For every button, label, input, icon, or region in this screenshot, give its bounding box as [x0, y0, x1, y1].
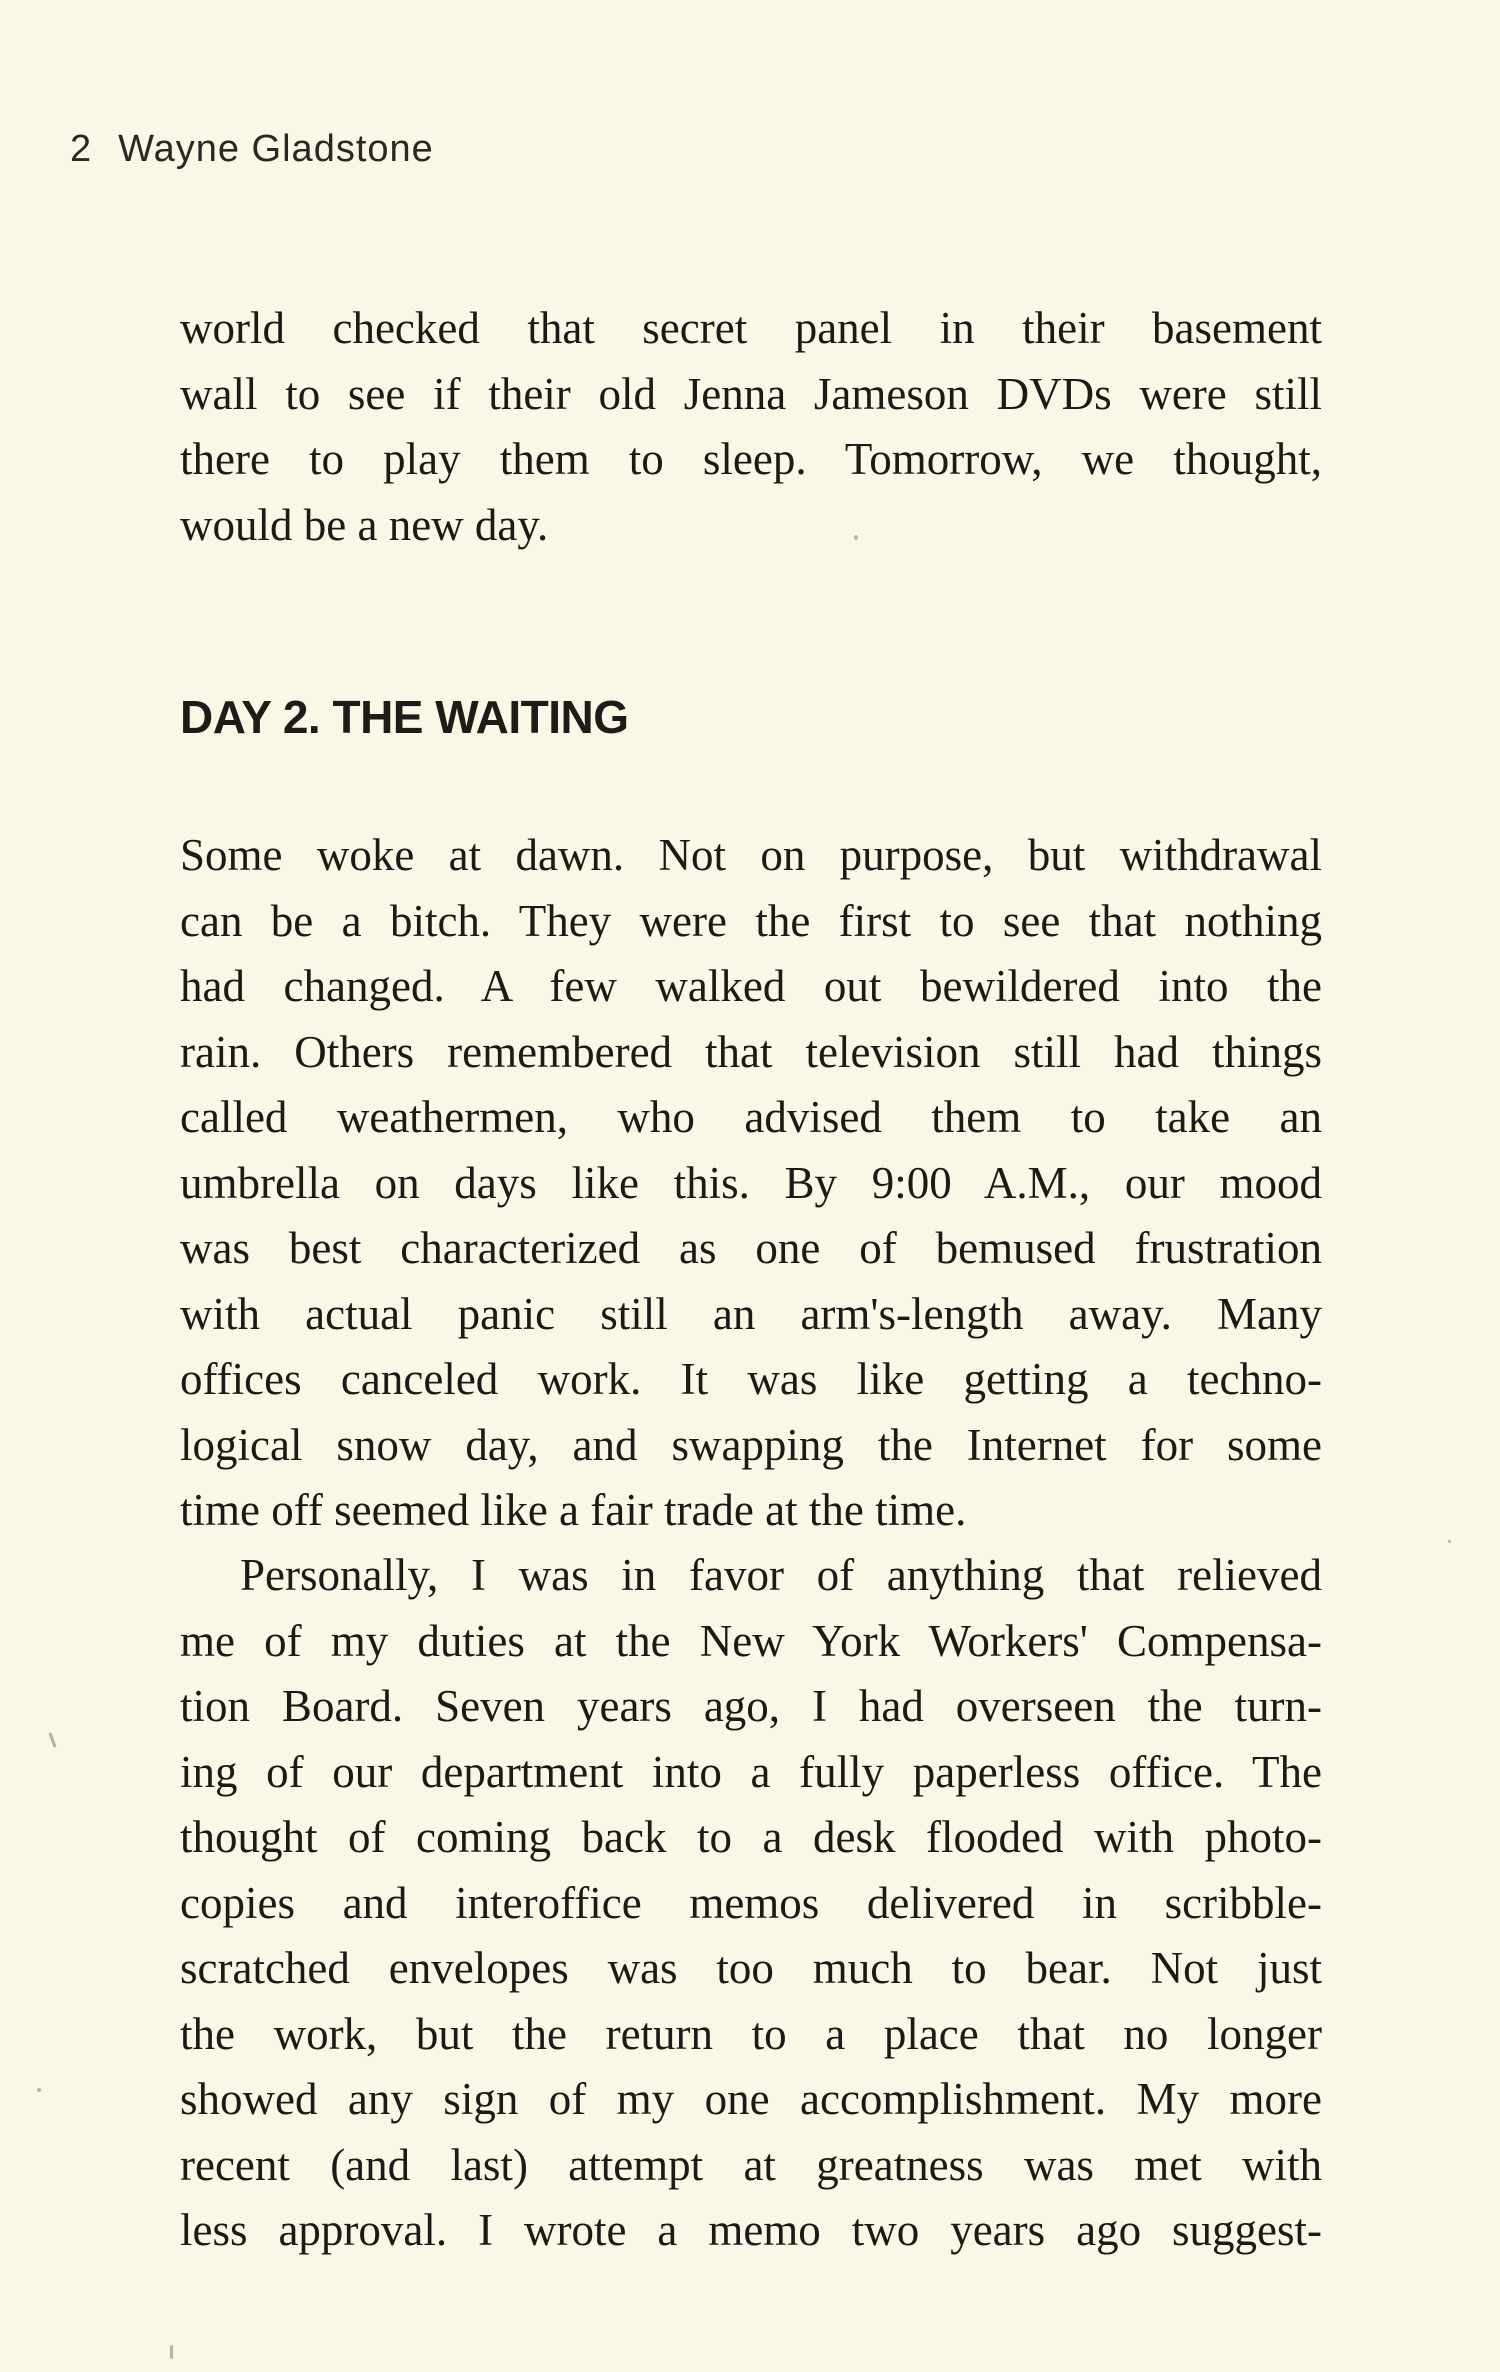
paragraph-line: umbrella on days like this. By 9:00 A.M., our mood [180, 1157, 1322, 1208]
opening-paragraph [180, 296, 1322, 558]
paragraph-line: rain. Others remembered that television still had things [180, 1026, 1322, 1077]
section-paragraph-2 [180, 1543, 1322, 2264]
paragraph-line: would be a new day. [180, 499, 549, 550]
paragraph-line: offices canceled work. It was like getting a techno- [180, 1354, 1322, 1404]
paragraph-line: tion Board. Seven years ago, I had overseen the turn- [180, 1681, 1322, 1731]
paragraph-line: recent (and last) attempt at greatness was met with [180, 2139, 1322, 2190]
scan-speck [170, 2345, 173, 2359]
paragraph-line: with actual panic still an arm's-length away. Many [180, 1288, 1322, 1339]
section-paragraph-1 [180, 823, 1322, 1544]
scan-speck [48, 1732, 56, 1748]
paragraph-line: showed any sign of my one accomplishment. My more [180, 2074, 1322, 2124]
section-heading: DAY 2. THE WAITING [180, 691, 629, 743]
scan-speck [1448, 1540, 1451, 1543]
paragraph-line: was best characterized as one of bemused frustration [180, 1223, 1322, 1273]
scan-speck [37, 2088, 41, 2092]
paragraph-line: thought of coming back to a desk flooded with photo- [180, 1812, 1322, 1862]
running-head-author: Wayne Gladstone [118, 128, 434, 170]
paragraph-line: world checked that secret panel in their basement [180, 303, 1322, 353]
paragraph-line: ing of our department into a fully paperless office. The [180, 1746, 1322, 1797]
paragraph-line: had changed. A few walked out bewildered into the [180, 961, 1322, 1011]
paragraph-line: time off seemed like a fair trade at the time. [180, 1485, 967, 1535]
paragraph-line: wall to see if their old Jenna Jameson DVDs were still [180, 368, 1322, 419]
paragraph-line: there to play them to sleep. Tomorrow, we thought, [180, 434, 1322, 484]
page-number: 2 [70, 128, 93, 170]
paragraph-line: less approval. I wrote a memo two years ago suggest- [180, 2205, 1322, 2255]
paragraph-line: scratched envelopes was too much to bear. Not just [180, 1943, 1322, 1993]
paragraph-line: copies and interoffice memos delivered in scribble- [180, 1877, 1322, 1928]
paragraph-line: Some woke at dawn. Not on purpose, but withdrawal [180, 830, 1322, 880]
paragraph-line: can be a bitch. They were the first to see that nothing [180, 895, 1322, 946]
paragraph-line: me of my duties at the New York Workers' Compensa- [180, 1615, 1322, 1666]
paragraph-line: Personally, I was in favor of anything that relieved [240, 1550, 1322, 1600]
scan-speck [854, 535, 858, 540]
paragraph-line: called weathermen, who advised them to take an [180, 1092, 1322, 1142]
paragraph-line: logical snow day, and swapping the Internet for some [180, 1419, 1322, 1470]
paragraph-line: the work, but the return to a place that no longer [180, 2008, 1322, 2059]
running-head [70, 128, 434, 171]
